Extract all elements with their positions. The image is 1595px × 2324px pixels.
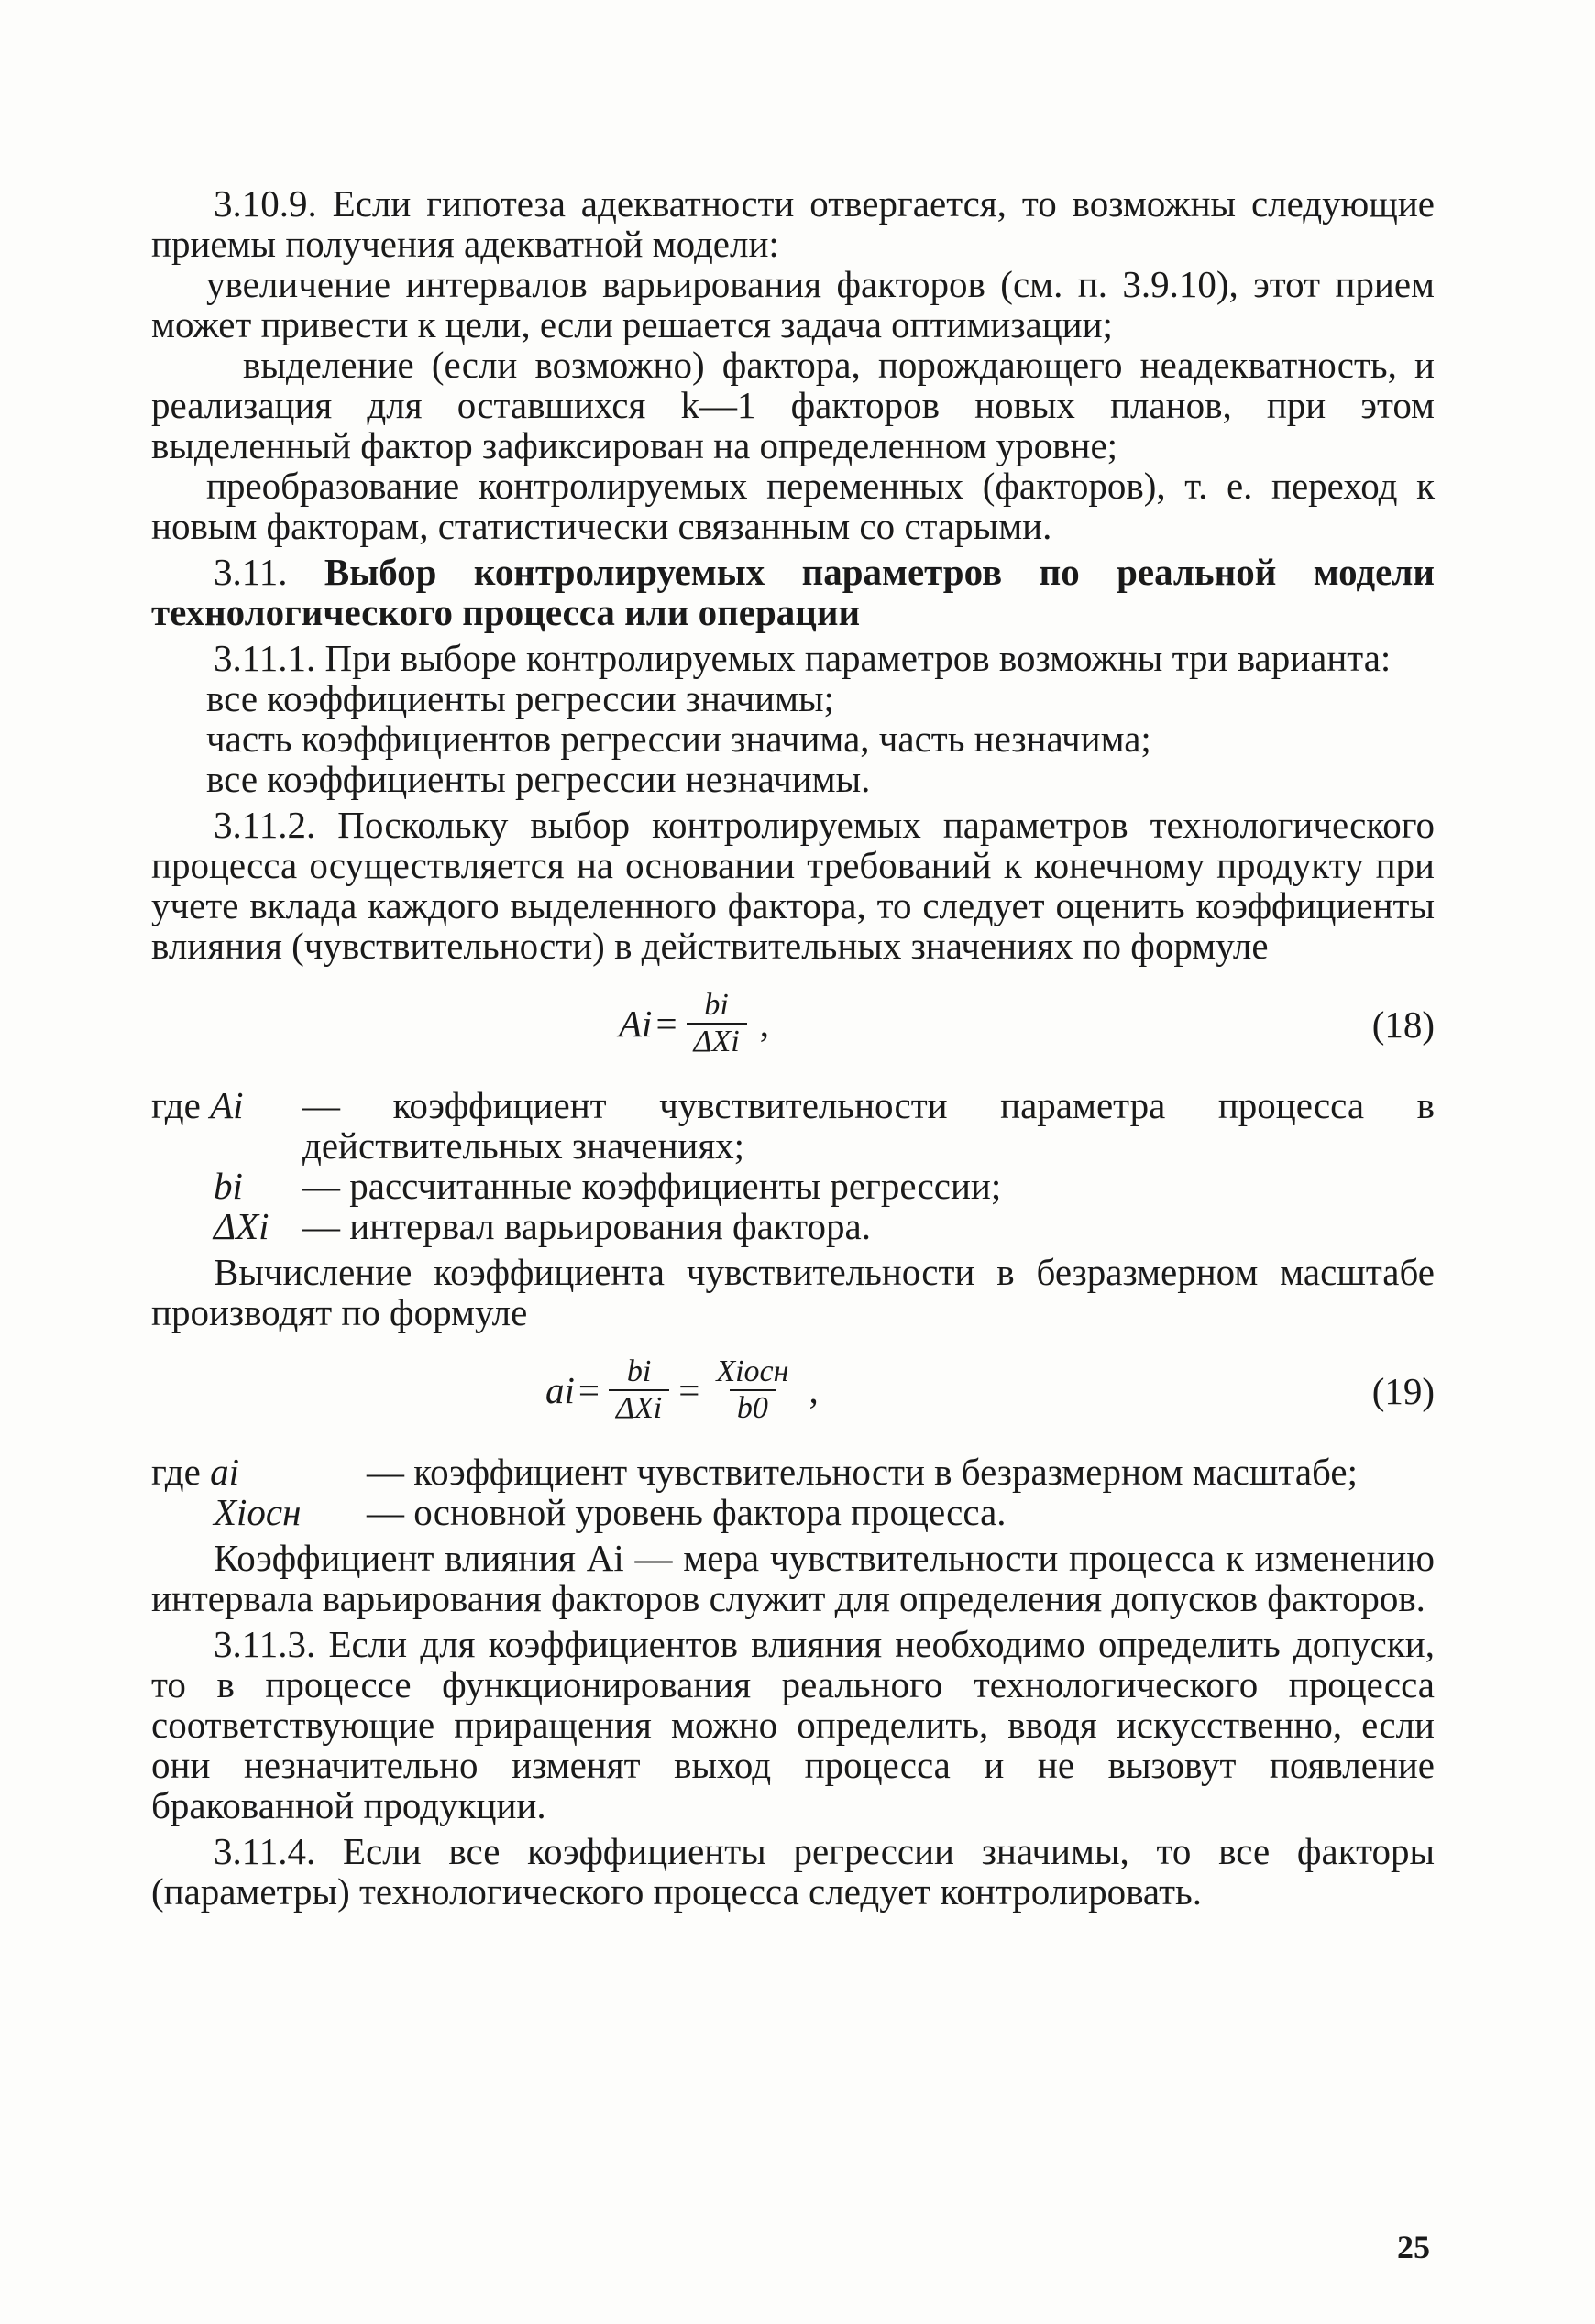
formula-19-fraction-2 bbox=[709, 1354, 796, 1426]
formula-19-number: (19) bbox=[1371, 1370, 1435, 1412]
formula-19-fraction-1 bbox=[609, 1354, 669, 1426]
definition-prefix: где bbox=[151, 1451, 201, 1493]
formula-18-expression: Ai = $\frac{bi}{\text{ΔXi}}$ , bbox=[619, 988, 769, 1058]
definition-row bbox=[151, 1085, 1435, 1166]
paragraph-3-11-1: 3.11.1. При выборе контролируемых параметров возможны три варианта: bbox=[214, 637, 1392, 679]
definition-symbol: Ai bbox=[210, 1084, 244, 1126]
list-item-intervals: увеличение интервалов варьирования факторов (см. п. 3.9.10), этот прием может привести к цели, если решается задача оптимизации; bbox=[151, 263, 1435, 345]
definition-term bbox=[151, 1085, 302, 1166]
formula-19 bbox=[151, 1345, 1435, 1446]
formula-19-expression: ai = $\frac{bi}{\text{ΔXi}}$ = $\frac{\text{Xiосн}}{b0}$ , bbox=[545, 1354, 819, 1425]
variant-all-significant: все коэффициенты регрессии значимы; bbox=[206, 677, 834, 719]
section-heading-3-11 bbox=[151, 552, 1435, 632]
definition-text: — коэффициент чувствительности в безразмерном масштабе; bbox=[367, 1451, 1358, 1493]
paragraph-3-11-2: 3.11.2. Поскольку выбор контролируемых параметров технологического процесса осуществляется на основании требований к конечному продукту при учете вклада каждого выделенного фактора, то следует оценить коэффициенты влияния (чувствительности) в действительных значениях по формуле bbox=[151, 804, 1435, 967]
paragraph-3-10-9: 3.10.9. Если гипотеза адекватности отвергается, то возможны следующие приемы получения адекватной модели: bbox=[151, 182, 1435, 265]
definition-row bbox=[151, 1206, 1435, 1246]
definition-row bbox=[151, 1452, 1435, 1492]
paragraph-influence-coefficient: Коэффициент влияния Ai — мера чувствительности процесса к изменению интервала варьирования факторов служит для определения допусков факторов. bbox=[151, 1537, 1435, 1619]
variant-partly-significant: часть коэффициентов регрессии значима, часть незначима; bbox=[206, 718, 1151, 760]
formula-19-lhs: ai bbox=[545, 1369, 575, 1411]
definition-row bbox=[151, 1166, 1435, 1206]
page-number: 25 bbox=[1397, 2229, 1430, 2265]
definition-symbol: ai bbox=[210, 1451, 239, 1493]
paragraph-3-11-3: 3.11.3. Если для коэффициентов влияния необходимо определить допуски, то в процессе функционирования реального технологического процесса соответствующие приращения можно определить, вводя искусственно, если они незначительно изменят выход процесса и не вызовут появление бракованной продукции. bbox=[151, 1623, 1435, 1826]
definition-term bbox=[151, 1452, 367, 1492]
formula-19-numerator-2: Xiосн bbox=[716, 1354, 789, 1388]
definition-symbol: Xiосн bbox=[214, 1491, 302, 1533]
heading-text: Выбор контролируемых параметров по реальной модели технологического процесса или операции bbox=[151, 551, 1435, 633]
definition-text: — основной уровень фактора процесса. bbox=[367, 1491, 1006, 1533]
definition-symbol: ΔXi bbox=[214, 1205, 270, 1247]
formula-19-denominator-2: b0 bbox=[730, 1389, 776, 1426]
page-content bbox=[151, 183, 1435, 1912]
formula-18-numerator: bi bbox=[704, 988, 729, 1022]
definition-term bbox=[151, 1492, 367, 1532]
formula-18-comma: , bbox=[759, 1003, 769, 1045]
formula-18-lhs: Ai bbox=[619, 1003, 653, 1045]
formula-19-denominator-1: ΔXi bbox=[609, 1389, 669, 1426]
definitions-formula-19 bbox=[151, 1452, 1435, 1532]
definitions-formula-18 bbox=[151, 1085, 1435, 1246]
list-item-transformation: преобразование контролируемых переменных (факторов), т. е. переход к новым факторам, статистически связанным со старыми. bbox=[151, 465, 1435, 547]
formula-18-number: (18) bbox=[1371, 1003, 1435, 1046]
definition-term bbox=[151, 1166, 302, 1206]
heading-number: 3.11. bbox=[214, 551, 288, 593]
paragraph-3-11-4: 3.11.4. Если все коэффициенты регрессии значимы, то все факторы (параметры) технологического процесса следует контролировать. bbox=[151, 1830, 1435, 1913]
definition-text: — рассчитанные коэффициенты регрессии; bbox=[302, 1165, 1002, 1207]
definition-term bbox=[151, 1206, 302, 1246]
formula-18 bbox=[151, 979, 1435, 1080]
formula-19-comma: , bbox=[808, 1369, 819, 1411]
variant-none-significant: все коэффициенты регрессии незначимы. bbox=[206, 758, 871, 800]
list-item-factor-selection: выделение (если возможно) фактора, порождающего неадекватность, и реализация для оставшихся k—1 факторов новых планов, при этом выделенный фактор зафиксирован на определенном уровне; bbox=[151, 344, 1435, 466]
definition-text: — интервал варьирования фактора. bbox=[302, 1205, 871, 1247]
definition-prefix: где bbox=[151, 1084, 201, 1126]
formula-19-numerator-1: bi bbox=[626, 1354, 652, 1388]
definition-text: — коэффициент чувствительности параметра процесса в действительных значениях; bbox=[302, 1084, 1435, 1167]
paragraph-dimensionless: Вычисление коэффициента чувствительности в безразмерном масштабе производят по формуле bbox=[151, 1251, 1435, 1333]
definition-symbol: bi bbox=[214, 1165, 243, 1207]
definition-row bbox=[151, 1492, 1435, 1532]
formula-18-fraction bbox=[687, 988, 747, 1059]
formula-18-denominator: ΔXi bbox=[687, 1023, 747, 1059]
